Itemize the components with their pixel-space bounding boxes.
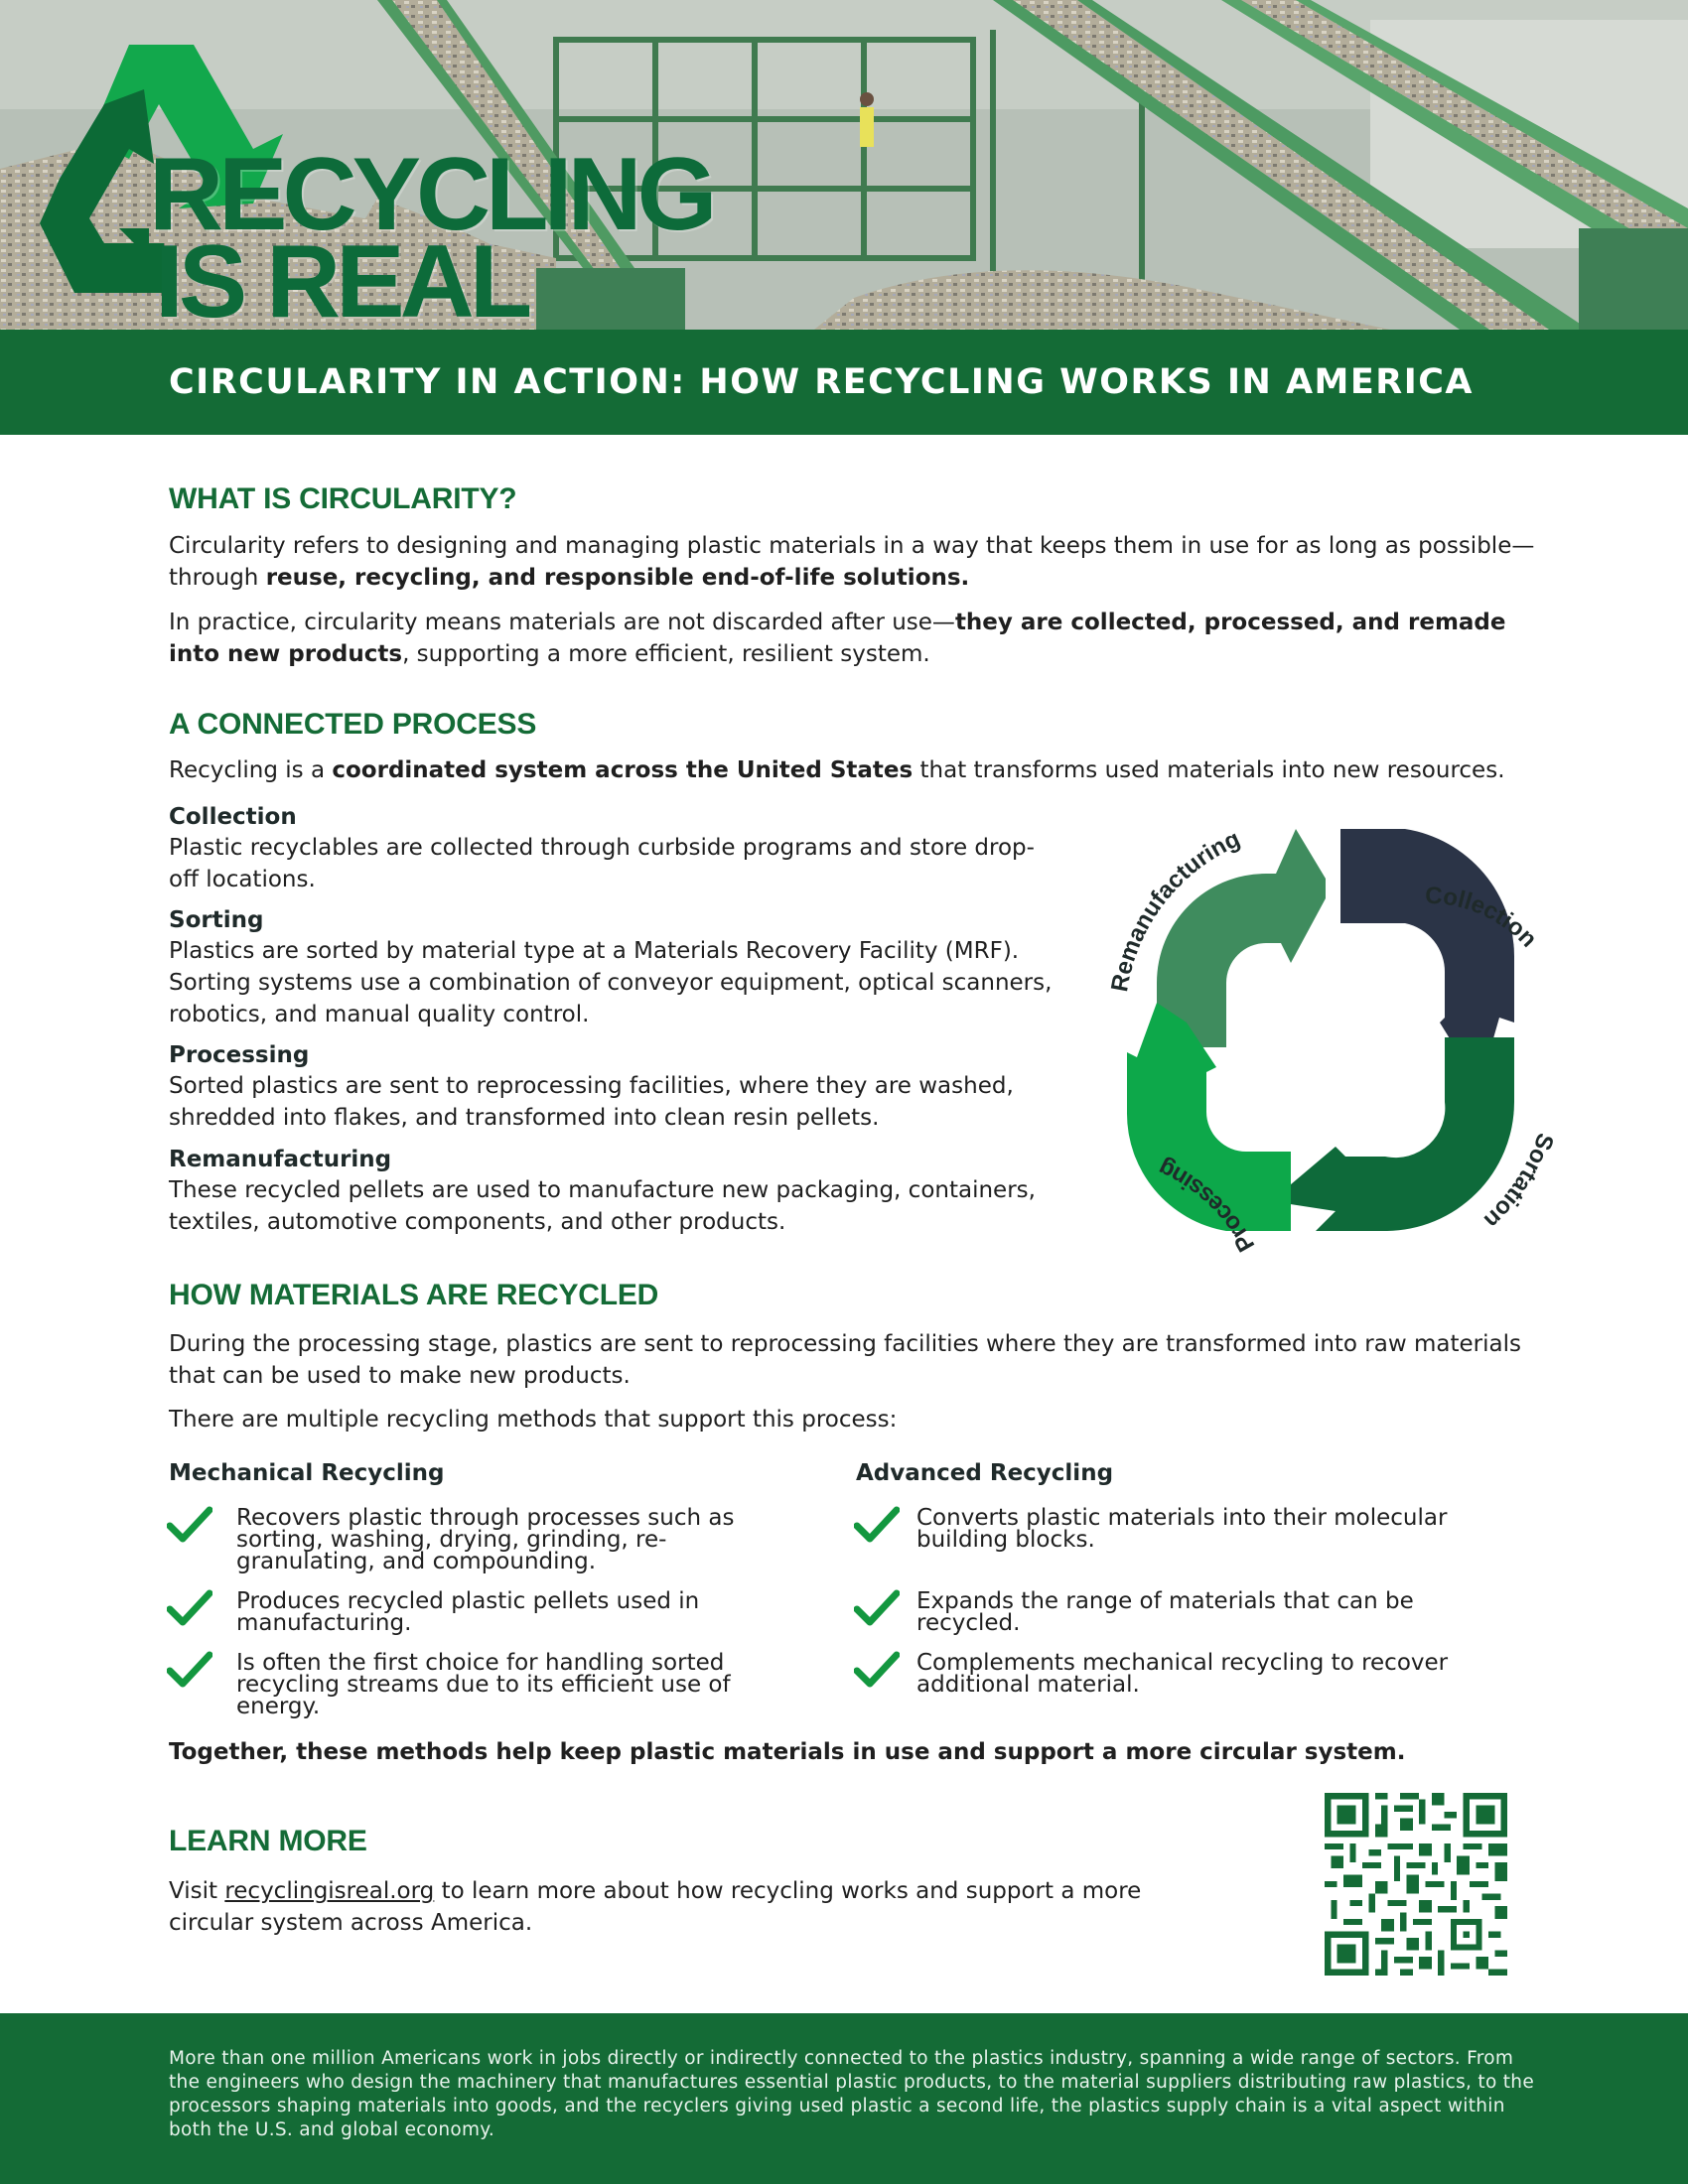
materials-paragraph-1: During the processing stage, plastics are sent to reprocessing facilities where they are transformed into raw materials that can be used to make new products. (169, 1331, 1521, 1389)
footer (0, 2013, 1688, 2184)
step-title-collection: Collection (169, 804, 297, 830)
cycle-label-processing: Processing (1154, 1154, 1261, 1257)
step-text-sorting: Plastics are sorted by material type at a Materials Recovery Facility (MRF). Sorting systems use a combination of conveyor equipment, optical scanners, robotics, and manual quality control. (169, 938, 1053, 1027)
step-title-sorting: Sorting (169, 907, 264, 933)
step-title-remanufacturing: Remanufacturing (169, 1147, 392, 1172)
together-statement: Together, these methods help keep plastic materials in use and support a more circular system. (169, 1739, 1406, 1765)
footer-text: More than one million Americans work in jobs directly or indirectly connected to the plastics industry, spanning a wide range of sectors. From the engineers who design the machinery that manufactures essential plastic products, to the material suppliers distributing raw plastics, to the processors shaping materials into goods, and the recyclers giving used plastic a second life, the plastics supply chain is a vital aspect within both the U.S. and global economy. (169, 2048, 1535, 2140)
mechanical-title: Mechanical Recycling (169, 1460, 445, 1486)
check-icon (854, 1505, 900, 1545)
check-icon (167, 1505, 212, 1545)
advanced-item-2: Expands the range of materials that can be recycled. (916, 1588, 1414, 1636)
step-text-collection: Plastic recyclables are collected through curbside programs and store drop-off locations. (169, 835, 1035, 892)
learn-more-heading: LEARN MORE (169, 1825, 367, 1857)
website-link[interactable]: recyclingisreal.org (224, 1878, 435, 1904)
cycle-label-sortation: Sortation (1478, 1129, 1559, 1234)
circularity-paragraph-1: Circularity refers to designing and managing plastic materials in a way that keeps them in use for as long as possible—through reuse, recycling, and responsible end-of-life solutions. (169, 533, 1535, 591)
logo-wordmark (149, 137, 713, 330)
step-text-processing: Sorted plastics are sent to reprocessing facilities, where they are washed, shredded into flakes, and transformed into clean resin pellets. (169, 1073, 1014, 1131)
materials-heading: HOW MATERIALS ARE RECYCLED (169, 1279, 659, 1311)
qr-code-icon[interactable] (1325, 1793, 1507, 1976)
learn-more-text: Visit recyclingisreal.org to learn more about how recycling works and support a more circular system across America. (169, 1878, 1142, 1936)
cycle-label-remanufacturing: Remanufacturing (1106, 825, 1244, 995)
advanced-item-1: Converts plastic materials into their molecular building blocks. (916, 1505, 1448, 1553)
check-icon (167, 1650, 212, 1690)
step-title-processing: Processing (169, 1042, 310, 1068)
circularity-paragraph-2: In practice, circularity means materials are not discarded after use—they are collected, processed, and remade into new products, supporting a more efficient, resilient system. (169, 610, 1506, 667)
advanced-item-3: Complements mechanical recycling to recover additional material. (916, 1650, 1449, 1698)
cycle-label-collection: Collection (1424, 882, 1543, 953)
logo-line-1: RECYCLING (149, 137, 713, 252)
step-text-remanufacturing: These recycled pellets are used to manufacture new packaging, containers, textiles, automotive components, and other products. (169, 1177, 1036, 1235)
cycle-segment-sortation (1271, 1037, 1514, 1231)
materials-paragraph-2: There are multiple recycling methods that support this process: (169, 1407, 898, 1433)
hero-banner (0, 0, 1688, 330)
title-bar (0, 330, 1688, 435)
logo-line-2: IS REAL (155, 224, 528, 330)
circularity-heading: WHAT IS CIRCULARITY? (169, 482, 517, 515)
check-icon (854, 1650, 900, 1690)
page-title: CIRCULARITY IN ACTION: HOW RECYCLING WORKS IN AMERICA (169, 362, 1475, 402)
recycling-cycle-diagram (1087, 804, 1564, 1261)
mechanical-item-2: Produces recycled plastic pellets used in manufacturing. (236, 1588, 700, 1636)
check-icon (167, 1588, 212, 1628)
process-heading: A CONNECTED PROCESS (169, 708, 537, 741)
mechanical-item-1: Recovers plastic through processes such as sorting, washing, drying, grinding, re-granulating, and compounding. (236, 1505, 735, 1574)
advanced-title: Advanced Recycling (856, 1460, 1114, 1486)
check-icon (854, 1588, 900, 1628)
mechanical-item-3: Is often the first choice for handling sorted recycling streams due to its efficient use of energy. (236, 1650, 731, 1719)
process-intro: Recycling is a coordinated system across the United States that transforms used materials into new resources. (169, 757, 1505, 783)
